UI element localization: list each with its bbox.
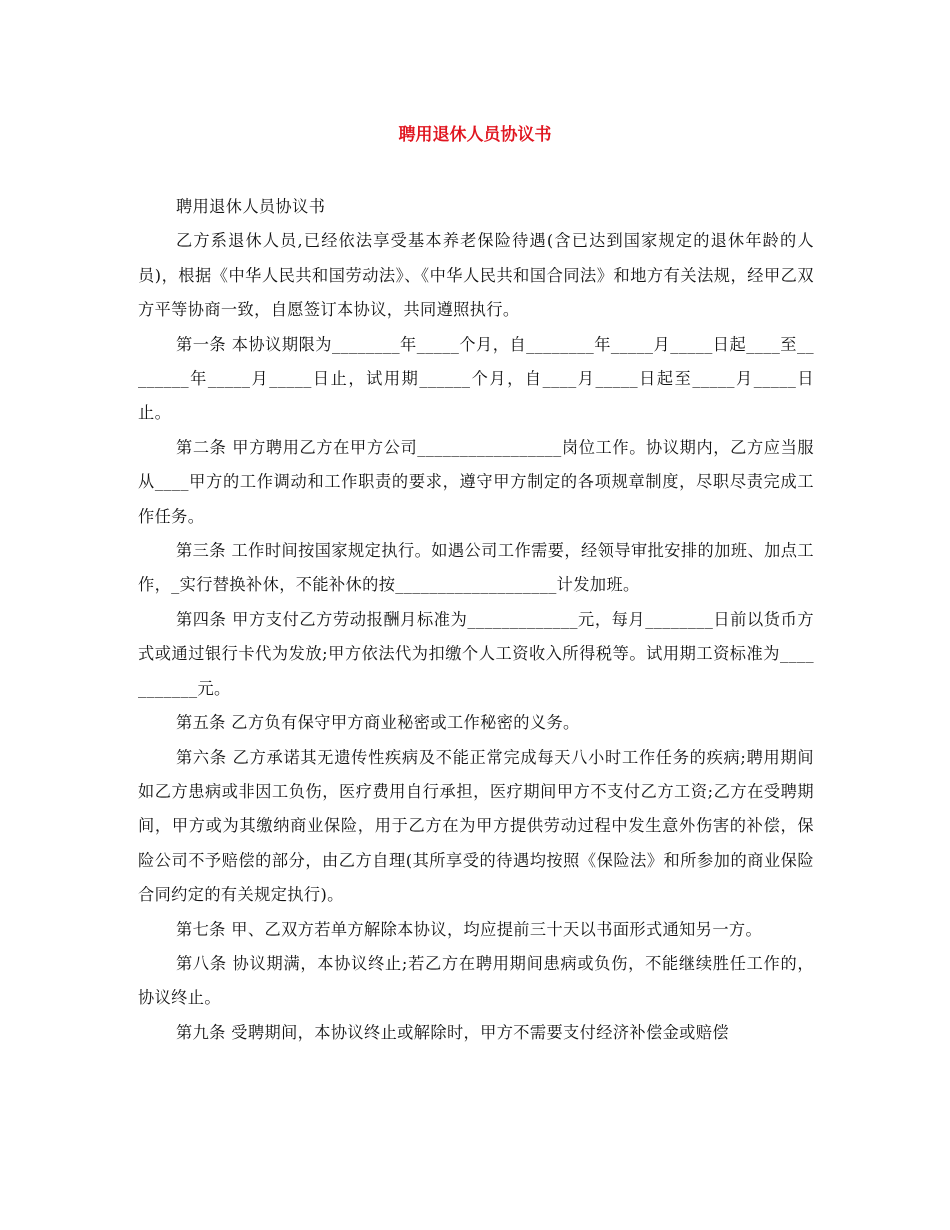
- document-body: [138, 190, 814, 1050]
- article-5: 第五条 乙方负有保守甲方商业秘密或工作秘密的义务。: [176, 713, 580, 733]
- paragraph-preamble: 乙方系退休人员,已经依法享受基本养老保险待遇(含已达到国家规定的退休年龄的人员)，根据《中华人民共和国劳动法》、《中华人民共和国合同法》和地方有关法规，经甲乙双方平等协商一致，自愿签订本协议，共同遵照执行。: [138, 231, 814, 320]
- article-6: 第六条 乙方承诺其无遗传性疾病及不能正常完成每天八小时工作任务的疾病;聘用期间如乙方患病或非因工负伤，医疗费用自行承担，医疗期间甲方不支付乙方工资;乙方在受聘期间，甲方或为其缴纳商业保险，用于乙方在为甲方提供劳动过程中发生意外伤害的补偿，保险公司不予赔偿的部分，由乙方自理(其所享受的待遇均按照《保险法》和所参加的商业保险合同约定的有关规定执行)。: [138, 747, 814, 905]
- article-1: 第一条 本协议期限为________年_____个月，自________年_____月_____日起____至________年_____月_____日止，试用期______个月，自____月_____日起至_____月_____日止。: [138, 334, 814, 423]
- article-3: 第三条 工作时间按国家规定执行。如遇公司工作需要，经领导审批安排的加班、加点工作，_实行替换补休，不能补休的按___________________计发加班。: [138, 541, 814, 595]
- paragraph-subtitle: 聘用退休人员协议书: [176, 197, 326, 216]
- document-title: 聘用退休人员协议书: [398, 125, 552, 145]
- article-9: 第九条 受聘期间，本协议终止或解除时，甲方不需要支付经济补偿金或赔偿: [176, 1022, 729, 1042]
- article-4: 第四条 甲方支付乙方劳动报酬月标准为_____________元，每月________日前以货币方式或通过银行卡代为发放;甲方依法代为扣缴个人工资收入所得税等。试用期工资标准为___________元。: [138, 609, 814, 698]
- article-2: 第二条 甲方聘用乙方在甲方公司_________________岗位工作。协议期内，乙方应当服从____甲方的工作调动和工作职责的要求，遵守甲方制定的各项规章制度，尽职尽责完成工作任务。: [138, 437, 814, 526]
- article-8: 第八条 协议期满，本协议终止;若乙方在聘用期间患病或负伤，不能继续胜任工作的，协议终止。: [138, 953, 814, 1008]
- article-7: 第七条 甲、乙双方若单方解除本协议，均应提前三十天以书面形式通知另一方。: [176, 919, 763, 939]
